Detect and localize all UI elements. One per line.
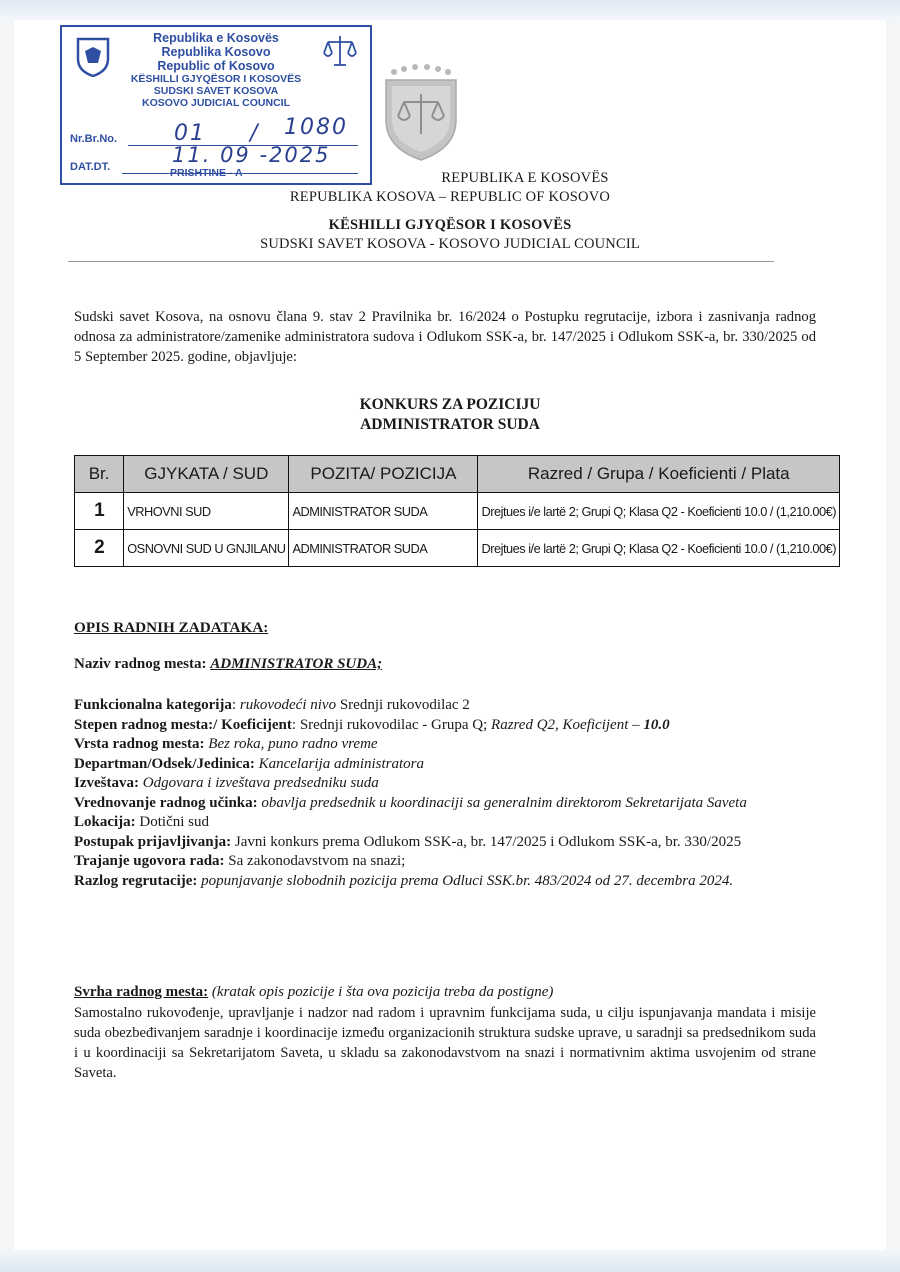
svrha-note: (kratak opis pozicije i šta ova pozicija treba da postigne) — [208, 984, 554, 1000]
detail-label: Izveštava: — [74, 775, 139, 791]
table-row — [75, 493, 840, 530]
column-header-grade: Razred / Grupa / Koeficienti / Plata — [478, 456, 840, 493]
stamp-nr-part2: 1080 — [284, 115, 348, 140]
table-row — [75, 530, 840, 567]
detail-value: Sa zakonodavstvom na snazi; — [224, 853, 406, 869]
detail-recruitment-reason — [74, 872, 824, 892]
details-block — [74, 696, 824, 891]
detail-value-italic: rukovodeći nivo — [239, 697, 337, 713]
intro-paragraph: Sudski savet Kosova, na osnovu člana 9. stav 2 Pravilnika br. 16/2024 o Postupku regrutacije, izbora i zasnivanja radnog odnosa za administratore/zamenike administratora sudova i Odlukom SSK-a, br. 147/2025 i Odlukom SSK-a, br. 330/2025 od 5 September 2025. godine, objavljuje: — [74, 309, 816, 365]
row-court: OSNOVNI SUD U GNJILANU — [124, 530, 289, 567]
detail-label: Departman/Odsek/Jedinica: — [74, 755, 255, 772]
stamp-line: Republika Kosovo — [161, 45, 271, 59]
detail-value-italic: Bez roka, puno radno vreme — [204, 736, 378, 752]
row-grade: Drejtues i/e lartë 2; Grupi Q; Klasa Q2 - Koeficienti 10.0 / (1,210.00€) — [478, 493, 840, 530]
svrha-paragraph: Samostalno rukovođenje, upravljanje i nadzor nad radom i upravnim funkcijama suda, u cilju ispunjavanja mandata i misije suda obezbeđivanjem saradnje i koordinacije između organizacionih struktura sudske uprave, u saradnji sa predsednikom suda i u koordinaciji sa Sekretarijatom Saveta, u skladu sa zakonodavstvom na snazi i normativnim aktima usvojenim od strane Saveta. — [74, 1005, 816, 1081]
detail-label: Postupak prijavljivanja: — [74, 833, 232, 850]
detail-application-procedure — [74, 833, 824, 853]
stamp-line: SUDSKI SAVET KOSOVA — [153, 85, 279, 97]
scan-edge-bottom — [0, 1250, 900, 1272]
detail-value: Srednji rukovodilac 2 — [336, 697, 470, 713]
detail-contract-duration — [74, 852, 824, 872]
scan-edge-top — [0, 0, 900, 20]
detail-value-italic: obavlja predsednik u koordinaciji sa generalnim direktorom Sekretarijata Saveta — [257, 794, 747, 811]
header-council-sq: KËSHILLI GJYQËSOR I KOSOVËS — [328, 217, 572, 233]
coat-of-arms-icon — [380, 62, 462, 162]
title-line-2: ADMINISTRATOR SUDA — [360, 416, 540, 433]
detail-value-italic: Odgovara i izveštava predsedniku suda — [138, 775, 379, 791]
column-header-court: GJYKATA / SUD — [124, 456, 289, 493]
column-header-position: POZITA/ POZICIJA — [289, 456, 478, 493]
stamp-line: Republic of Kosovo — [157, 59, 275, 73]
detail-job-type — [74, 735, 824, 755]
detail-colon: : — [291, 716, 300, 733]
detail-label: Vrednovanje radnog učinka: — [74, 794, 258, 811]
row-number: 1 — [75, 493, 124, 530]
registration-stamp — [60, 25, 372, 185]
detail-label: Trajanje ugovora rada: — [74, 853, 225, 869]
stamp-nr-part1: 01 — [174, 121, 206, 146]
detail-label: Funkcionalna kategorija — [74, 697, 232, 713]
detail-department — [74, 755, 824, 775]
header-council-sr-en: SUDSKI SAVET KOSOVA - KOSOVO JUDICIAL COUNCIL — [260, 236, 640, 252]
svrha-label: Svrha radnog mesta: — [74, 984, 209, 1000]
title-line-1: KONKURS ZA POZICIJU — [359, 396, 541, 413]
detail-value: Javni konkurs prema Odlukom SSK-a, br. 147/2025 i Odlukom SSK-a, br. 330/2025 — [231, 833, 742, 850]
detail-colon: : — [231, 697, 240, 713]
stamp-date-label: DAT.DT. — [70, 161, 111, 173]
stamp-nr-label: Nr.Br.No. — [70, 133, 118, 145]
detail-value: Srednji rukovodilac - Grupa Q; — [299, 716, 492, 733]
opis-heading: OPIS RADNIH ZADATAKA: — [74, 619, 269, 636]
detail-value-bold: 10.0 — [643, 716, 670, 733]
positions-table — [74, 455, 840, 567]
naziv-value: ADMINISTRATOR SUDA; — [210, 656, 383, 672]
row-court: VRHOVNI SUD — [124, 493, 289, 530]
detail-label: Stepen radnog mesta:/ Koeficijent — [74, 716, 292, 733]
detail-label: Lokacija: — [74, 814, 136, 830]
detail-value-italic: Kancelarija administratora — [254, 755, 425, 772]
stamp-line: Republika e Kosovës — [153, 31, 279, 45]
detail-evaluation — [74, 794, 824, 814]
detail-grade — [74, 716, 824, 736]
row-grade: Drejtues i/e lartë 2; Grupi Q; Klasa Q2 - Koeficienti 10.0 / (1,210.00€) — [478, 530, 840, 567]
detail-label: Razlog regrutacije: — [74, 872, 198, 889]
header-divider — [68, 261, 774, 262]
detail-value-italic: Razred Q2, Koeficijent – — [491, 716, 644, 733]
stamp-nr-separator: / — [250, 121, 260, 146]
stamp-line: KOSOVO JUDICIAL COUNCIL — [142, 97, 290, 109]
detail-reports — [74, 774, 824, 794]
detail-label: Vrsta radnog mesta: — [74, 736, 205, 752]
detail-value-italic: popunjavanje slobodnih pozicija prema Odluci SSK.br. 483/2024 od 27. decembra 2024. — [197, 872, 734, 889]
detail-location — [74, 813, 824, 833]
naziv-line — [74, 655, 824, 675]
stamp-date-value: 11. 09 -2025 — [172, 143, 331, 167]
row-number: 2 — [75, 530, 124, 567]
table-header-row — [75, 456, 840, 493]
row-position: ADMINISTRATOR SUDA — [289, 530, 478, 567]
column-header-br: Br. — [75, 456, 124, 493]
row-position: ADMINISTRATOR SUDA — [289, 493, 478, 530]
svrha-heading-line — [74, 983, 824, 1003]
stamp-text — [62, 31, 370, 109]
header-republic-sr-en: REPUBLIKA KOSOVA – REPUBLIC OF KOSOVO — [289, 189, 611, 205]
detail-value: Dotični sud — [135, 814, 210, 830]
stamp-line: KËSHILLI GJYQËSOR I KOSOVËS — [130, 73, 302, 85]
stamp-city: PRISHTINE - A — [170, 167, 243, 179]
header-republic-sq: REPUBLIKA E KOSOVËS — [441, 170, 609, 186]
detail-functional-category — [74, 696, 824, 716]
naziv-label: Naziv radnog mesta: — [74, 656, 211, 672]
